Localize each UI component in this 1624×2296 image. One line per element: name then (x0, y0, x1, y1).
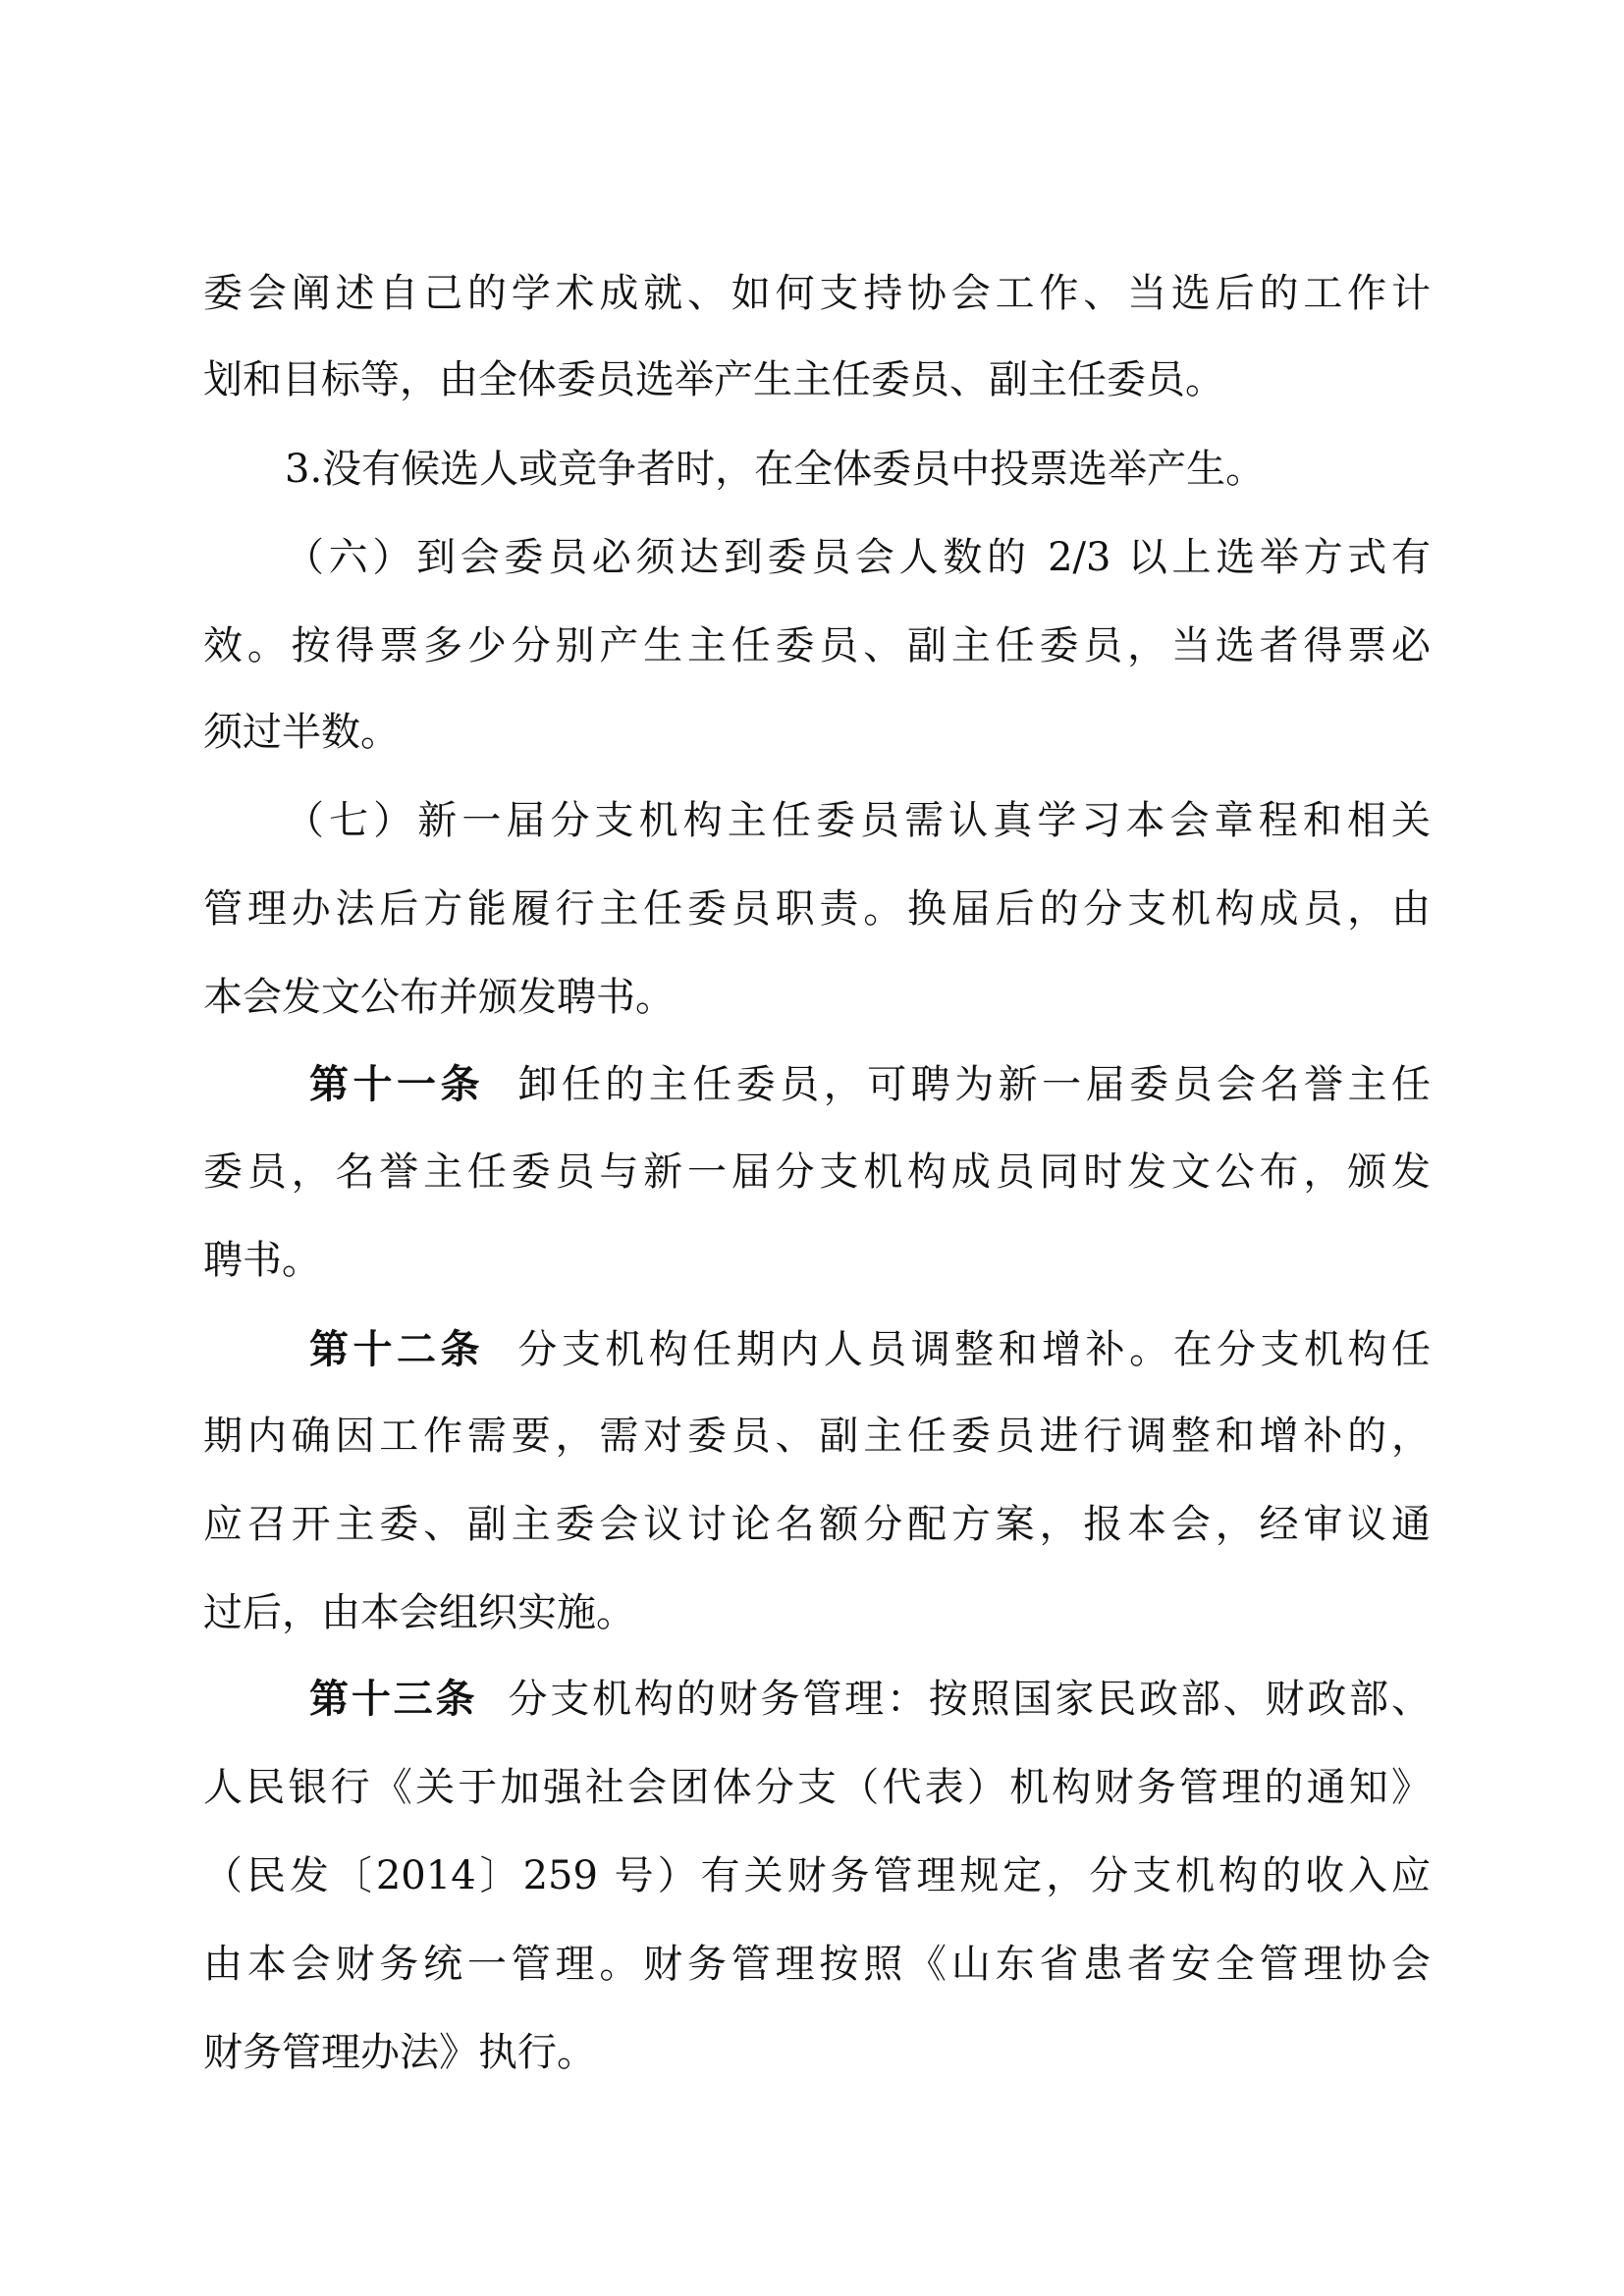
text-line: 应召开主委、副主委会议讨论名额分配方案，报本会，经审议通 (203, 1502, 1431, 1547)
article-heading: 第十二条 (309, 1326, 484, 1372)
text-line: 由本会财务统一管理。财务管理按照《山东省患者安全管理协会 (203, 1942, 1431, 1987)
text-line: 期内确因工作需要，需对委员、副主任委员进行调整和增补的， (203, 1414, 1431, 1459)
text-line: 委会阐述自己的学术成就、如何支持协会工作、当选后的工作计 (203, 271, 1431, 316)
text-line: 分支机构任期内人员调整和增补。在分支机构任 (517, 1327, 1431, 1372)
text-line: 3.没有候选人或竞争者时，在全体委员中投票选举产生。 (285, 447, 1266, 492)
text-line: （六）到会委员必须达到委员会人数的 2/3 以上选举方式有 (285, 535, 1431, 580)
text-line: 人民银行《关于加强社会团体分支（代表）机构财务管理的通知》 (203, 1765, 1431, 1810)
text-line: （七）新一届分支机构主任委员需认真学习本会章程和相关 (285, 798, 1431, 843)
article-13-line (309, 1670, 1431, 1729)
article-12-line (309, 1320, 1431, 1379)
text-line: 管理办法后方能履行主任委员职责。换届后的分支机构成员，由 (203, 886, 1431, 932)
text-line: （民发〔2014〕259 号）有关财务管理规定，分支机构的收入应 (203, 1853, 1431, 1898)
article-heading: 第十三条 (309, 1676, 478, 1722)
text-line: 效。按得票多少分别产生主任委员、副主任委员，当选者得票必 (203, 623, 1431, 668)
text-line: 划和目标等，由全体委员选举产生主任委员、副主任委员。 (203, 357, 1224, 402)
text-line: 本会发文公布并颁发聘书。 (203, 975, 675, 1020)
text-line: 财务管理办法》执行。 (203, 2030, 596, 2075)
text-line: 聘书。 (203, 1238, 321, 1283)
text-line: 卸任的主任委员，可聘为新一届委员会名誉主任 (517, 1062, 1431, 1107)
text-line: 分支机构的财务管理：按照国家民政部、财政部、 (508, 1677, 1431, 1722)
text-line: 过后，由本会组织实施。 (203, 1590, 635, 1635)
text-line: 委员，名誉主任委员与新一届分支机构成员同时发文公布，颁发 (203, 1149, 1431, 1195)
article-heading: 第十一条 (309, 1061, 484, 1107)
article-11-line (309, 1055, 1431, 1114)
text-line: 须过半数。 (203, 710, 400, 755)
